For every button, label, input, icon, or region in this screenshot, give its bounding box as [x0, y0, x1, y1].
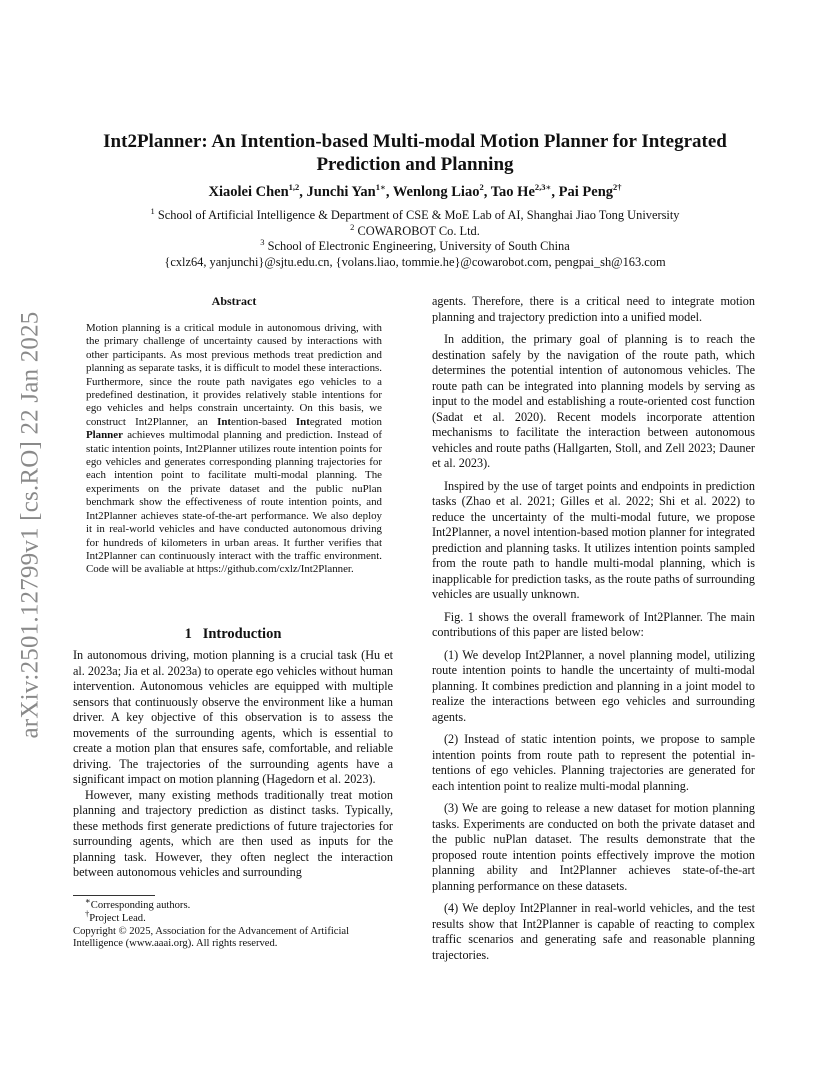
author-affiliation-mark: 2,3∗ — [534, 182, 552, 193]
author-name: Junchi Yan — [306, 184, 376, 200]
affiliation-mark: 3 — [260, 236, 265, 247]
author-affiliation-mark: 2 — [479, 182, 484, 193]
abstract-bold-text: Planner — [86, 429, 123, 442]
abstract-heading: Abstract — [211, 294, 257, 308]
affiliation-line — [70, 236, 760, 255]
abstract-bold-text: Int — [295, 415, 310, 428]
section-heading-introduction — [73, 626, 393, 643]
affiliation-text: School of Electronic Engineering, University of South China — [267, 239, 570, 253]
body-paragraph: In autonomous driving, motion planning is a crucial task (Hu et al. 2023a; Jia et al. 2023a) to operate ego vehicles without human intervention. Autonomous vehicles are equipped with multiple sensors that continuously observe the environment like a human driver. A key objective of this observation is to assess the movements of the surrounding agents, which is essential to create a motion plan that ensures safe, comfortable, and reliable driving. The trajectories of the surrounding agents have a significant impact on motion planning (Hagedorn et al. 2023). — [73, 648, 393, 786]
body-paragraph: agents. Therefore, there is a critical need to integrate motion planning and trajectory prediction into a unified model. — [432, 294, 755, 324]
footnote-mark: ∗ — [85, 895, 91, 906]
section-title: Introduction — [202, 626, 282, 642]
author-affiliation-mark: 1,2 — [288, 182, 300, 193]
affiliation-mark: 2 — [350, 221, 355, 232]
copyright-notice: Copyright © 2025, Association for the Advancement of Artificial Intelligence (www.aaai.org). All rights reserved. — [73, 925, 350, 950]
footnote-text: Project Lead. — [89, 912, 146, 924]
abstract-body — [86, 322, 382, 577]
footnote-mark: † — [85, 908, 90, 919]
body-paragraph: Fig. 1 shows the overall framework of Int2Planner. The main contributions of this paper are listed below: — [432, 609, 755, 639]
author-emails: {cxlz64, yanjunchi}@sjtu.edu.cn, {volans.liao, tommie.he}@cowarobot.com, pengpai_sh@163.com — [164, 254, 666, 269]
affiliation-line — [70, 205, 760, 224]
affiliation-block — [70, 205, 760, 270]
affiliation-text: School of Artificial Intelligence & Department of CSE & MoE Lab of AI, Shanghai Jiao Tong University — [157, 208, 680, 222]
footnote — [73, 895, 393, 913]
footnote-text: Corresponding authors. — [90, 900, 191, 911]
contribution-item: (4) We deploy Int2Planner in real-world vehicles, and the test results show that Int2Planner is capable of reacting to complex traffic scenarios and generating safe and reasonable planning trajectories. — [432, 901, 755, 962]
affiliation-text: COWAROBOT Co. Ltd. — [357, 223, 480, 238]
contribution-item: (3) We are going to release a new dataset for motion planning tasks. Experiments are conducted on both the private dataset and the public nuPlan dataset. The results demonstrate that the proposed route intention points effectively improve the motion planning ability and Int2Planner achieves state-of-the-art planning performance on these datasets. — [432, 801, 755, 893]
author-name: Xiaolei Chen — [208, 184, 289, 200]
abstract-text: achieves multimodal planning and prediction. Instead of static intention points, Int2Planner utilizes route intention points for ego vehicles and generates corresponding planning trajectories for each intention point to facilitate multi-modal planning. The experiments on the private dataset and the public nuPlan benchmark show the effectiveness of route intention points, and Int2Planner achieves state-of-the-art performance. We also deploy it in real-world vehicles and have conducted autonomous driving for hundreds of kilometers in urban areas. It further verifies that Int2Planner can continuously interact with the traffic environment. Code will be avaliable at https://github.com/cxlz/Int2Planner. — [86, 429, 382, 576]
body-paragraph: However, many existing methods traditionally treat motion planning and trajectory prediction as distinct tasks. Typically, these methods first generate predictions of future trajectories for surrounding agents, which are then used as inputs for the planning task. However, they often neglect the interaction between autonomous vehicles and surrounding — [73, 787, 393, 879]
contribution-item: (2) Instead of static intention points, we propose to sample intention points from route path to represent the potential intentions of ego vehicles. Planning trajectories are generated for each intention point to realize multi-modal planning. — [432, 732, 755, 793]
author-name: Tao He — [490, 184, 535, 200]
author-list: Xiaolei Chen$^{1,2}$, Junchi Yan$^{1∗}$, Wenlong Liao$^2$, Tao $He^{2,3∗}$, Pai Peng$^{2\dagger}$ — [208, 182, 622, 200]
affiliation-line — [70, 221, 760, 240]
author-name: Pai Peng — [558, 184, 614, 200]
author-affiliation-mark: 1∗ — [375, 182, 386, 193]
abstract-bold-text: Int — [217, 415, 231, 428]
affiliation-mark: 1 — [150, 205, 155, 216]
author-affiliation-mark: 2† — [613, 182, 622, 193]
abstract-paragraph — [86, 322, 382, 577]
contribution-item: (1) We develop Int2Planner, a novel planning model, utilizing route intention points to handle the uncertainty of multi-modal planning. It combines prediction and planning in a joint model to realize the interactions between ego vehicles and surrounding agents. — [432, 647, 755, 724]
footnotes — [73, 895, 393, 951]
abstract-text: ention-based — [231, 415, 296, 428]
right-column-body — [432, 294, 755, 970]
introduction-body — [73, 648, 393, 881]
body-paragraph: Inspired by the use of target points and endpoints in prediction tasks (Zhao et al. 2021; Gilles et al. 2022; Shi et al. 2022) to reduce the uncertainty of the multi-modal future, we propose Int2Planner, a novel intention-based motion planner for integrated prediction and planning tasks. It utilizes intention points sampled from the route path to handle multi-modal planning, which is inapplicable for prediction tasks, as the route paths of surrounding vehicles are usually unknown. — [432, 478, 755, 601]
paper-title: Int2Planner: An Intention-based Multi-modal Motion Planner for Integrated Prediction and Planning — [103, 131, 727, 175]
arxiv-identifier — [8, 290, 52, 760]
author-name: Wenlong Liao — [392, 184, 480, 200]
footnote — [73, 908, 393, 926]
abstract-text: Motion planning is a critical module in autonomous driving, with the primary challenge of uncertainty caused by interactions with other participants. As most previous methods treat prediction and planning as separate tasks, it is difficult to model these interactions. Furthermore, since the route path navigates ego vehicles to a predefined destination, it provides relatively stable intentions for ego vehicles and helps constrain uncertainty. On this basis, we construct Int2Planner, an — [86, 322, 382, 428]
arxiv-identifier-text: arXiv:2501.12799v1 [cs.RO] 22 Jan 2025 — [16, 311, 43, 739]
abstract-text: egrated motion — [309, 415, 382, 428]
body-paragraph: In addition, the primary goal of planning is to reach the destination safely by the navigation of the route path, which determines the potential intention of autonomous vehicles. The route path can be integrated into planning models by serving as input to the model and establishing a route-oriented cost function (Sadat et al. 2020). Recent models incorporate attention mechanisms to facilitate the interaction between autonomous vehicles and route paths (Hallgarten, Stoll, and Zell 2023; Dauner et al. 2023). — [432, 332, 755, 470]
section-number: 1 — [184, 626, 192, 642]
